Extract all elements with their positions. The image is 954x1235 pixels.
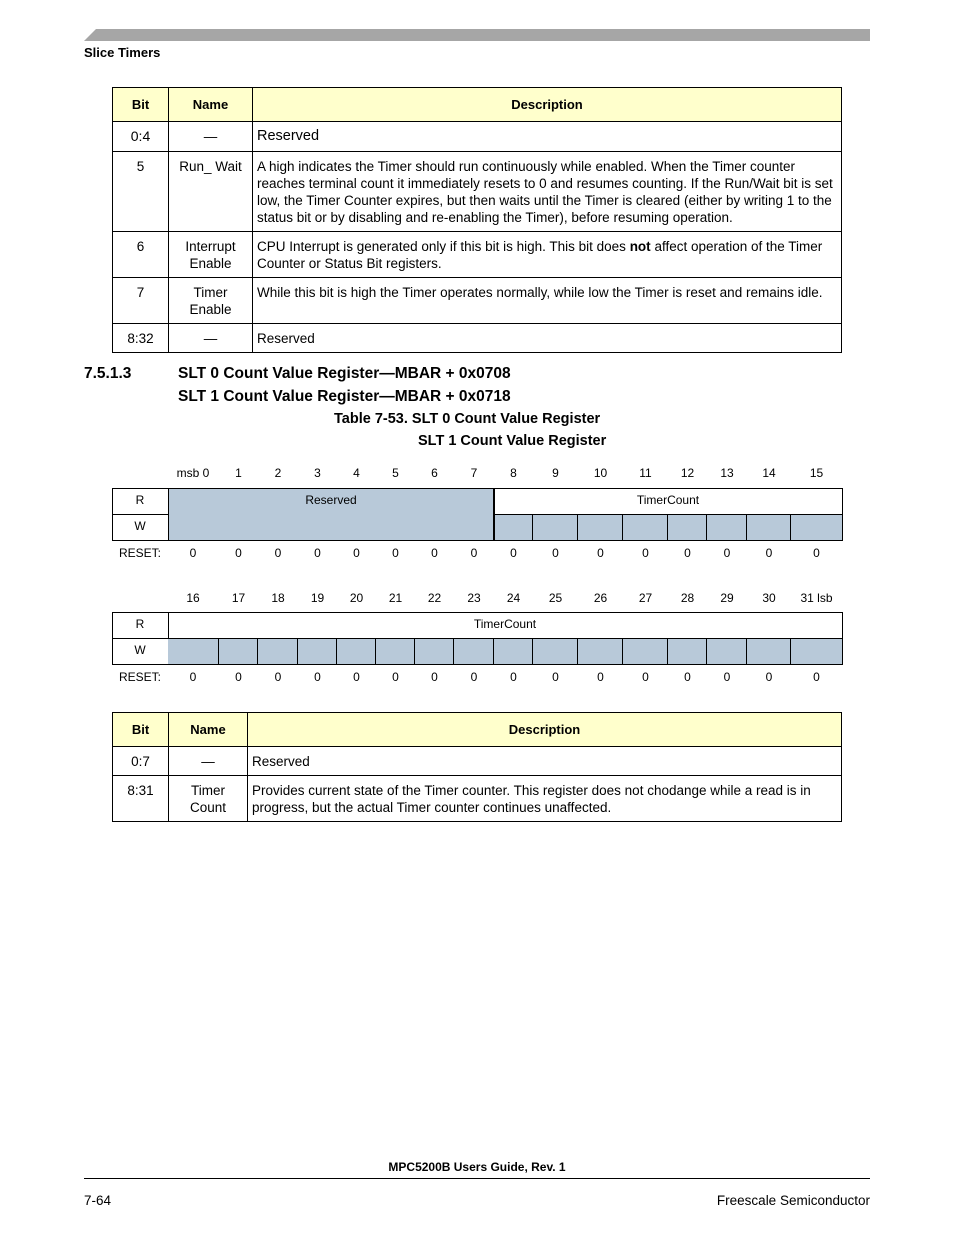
description-cell [253, 232, 842, 278]
reset-value: 0 [765, 546, 773, 560]
section-title-2: SLT 1 Count Value Register—MBAR + 0x0718 [178, 388, 511, 405]
col-name-header: Name [169, 713, 248, 747]
write-bit-cell [533, 638, 578, 664]
bit-number: 23 [467, 591, 481, 605]
description-cell: Reserved [248, 747, 842, 776]
table-row [113, 278, 842, 324]
bit-number: 22 [427, 591, 442, 605]
bit-cell: 8:31 [113, 776, 169, 822]
reset-label: RESET: [118, 546, 161, 560]
name-cell: Run_ Wait [169, 152, 253, 232]
row-label-r: R [135, 617, 145, 631]
bit-number: 3 [314, 466, 321, 480]
reset-value: 0 [392, 546, 399, 560]
bit-number: 19 [310, 591, 325, 605]
col-bit-header: Bit [113, 713, 169, 747]
bit-number: 1 [235, 466, 242, 480]
bit-number: 27 [638, 591, 653, 605]
bit-number: 9 [552, 466, 559, 480]
col-name-header: Name [169, 88, 253, 122]
bit-number: 2 [274, 466, 282, 480]
reset-value: 0 [684, 546, 691, 560]
table-row [113, 152, 842, 232]
bit-number: 13 [720, 466, 734, 480]
bit-cell: 6 [113, 232, 169, 278]
bit-number: msb 0 [176, 466, 210, 480]
company-name: Freescale Semiconductor [716, 1193, 870, 1208]
reset-value: 0 [552, 546, 559, 560]
write-bit-cell [791, 514, 842, 540]
write-bit-cell [219, 638, 258, 664]
bit-number: 26 [593, 591, 608, 605]
write-bit-cell [376, 638, 415, 664]
table-row [113, 232, 842, 278]
footer-title: MPC5200B Users Guide, Rev. 1 [388, 1160, 566, 1174]
reset-value: 0 [235, 670, 242, 684]
reset-value: 0 [765, 670, 773, 684]
timercount-field-label: TimerCount [636, 493, 700, 507]
register-diagram-lower [0, 591, 954, 691]
write-bit-cell [258, 638, 298, 664]
bit-number: 25 [548, 591, 563, 605]
table-caption-1: Table 7-53. SLT 0 Count Value Register [334, 411, 601, 427]
bit-number: 7 [470, 466, 478, 480]
reset-value: 0 [642, 670, 649, 684]
table-row [113, 776, 842, 822]
bit-number: 12 [680, 466, 695, 480]
write-bit-cell [791, 638, 842, 664]
section-title-1: SLT 0 Count Value Register—MBAR + 0x0708 [178, 365, 511, 382]
reset-value: 0 [314, 670, 321, 684]
bit-number: 20 [349, 591, 364, 605]
reset-value: 0 [552, 670, 559, 684]
reset-value: 0 [597, 670, 604, 684]
bit-number: 8 [510, 466, 517, 480]
table-row [113, 122, 842, 152]
table-row [113, 324, 842, 353]
name-cell: Timer Enable [169, 278, 253, 324]
bit-number: 6 [431, 466, 438, 480]
reset-value: 0 [189, 670, 197, 684]
bit-cell: 0:4 [113, 122, 169, 152]
reset-label: RESET: [118, 670, 161, 684]
row-label-r: R [135, 493, 145, 507]
name-cell: Interrupt Enable [169, 232, 253, 278]
reset-value: 0 [431, 546, 438, 560]
write-bit-cell [298, 638, 337, 664]
reset-value: 0 [274, 546, 282, 560]
write-bit-cell [623, 638, 668, 664]
reset-value: 0 [353, 546, 360, 560]
name-cell: — [169, 122, 253, 152]
bit-number: 21 [388, 591, 403, 605]
description-text: affect operation of the Timer Counter or Status Bit registers. [257, 239, 823, 271]
col-bit-header: Bit [113, 88, 169, 122]
reserved-field-label: Reserved [305, 493, 357, 507]
reset-value: 0 [813, 670, 820, 684]
name-cell: — [169, 324, 253, 353]
row-label-w: W [134, 519, 146, 533]
col-description-header: Description [248, 713, 842, 747]
emphasis-text: not [629, 239, 651, 254]
bit-number: 16 [186, 591, 200, 605]
write-bit-cell [668, 638, 707, 664]
reset-value: 0 [723, 546, 731, 560]
bit-cell: 8:32 [113, 324, 169, 353]
description-cell: Reserved [253, 122, 842, 152]
reset-value: 0 [314, 546, 321, 560]
reset-value: 0 [189, 546, 197, 560]
description-cell: Provides current state of the Timer counter. This register does not chodange while a read is in progress, but the actual Timer counter continues unaffected. [248, 776, 842, 822]
reset-value: 0 [274, 670, 282, 684]
write-bit-cell [578, 514, 623, 540]
col-description-header: Description [253, 88, 842, 122]
reset-value: 0 [510, 546, 517, 560]
write-bit-cell [707, 514, 747, 540]
write-bit-cell [707, 638, 747, 664]
bit-number: 17 [231, 591, 246, 605]
bit-description-table-1 [112, 87, 842, 353]
table-caption-2: SLT 1 Count Value Register [418, 433, 607, 449]
register-diagram-upper [0, 466, 954, 566]
write-bit-cell [454, 638, 494, 664]
bit-description-table-2 [112, 712, 842, 822]
reset-value: 0 [392, 670, 399, 684]
bit-number: 24 [506, 591, 521, 605]
write-bit-cell [747, 514, 791, 540]
bit-number: 15 [809, 466, 824, 480]
bit-number: 28 [680, 591, 695, 605]
reset-value: 0 [353, 670, 360, 684]
write-bit-cell [494, 638, 533, 664]
bit-number: 30 [762, 591, 776, 605]
running-header: Slice Timers [84, 45, 161, 60]
bit-number: 11 [639, 466, 652, 480]
description-cell: While this bit is high the Timer operates normally, while low the Timer is reset and remains idle. [253, 278, 842, 324]
name-cell: — [169, 747, 248, 776]
write-bit-cell [494, 514, 533, 540]
row-label-w: W [134, 643, 146, 657]
reset-value: 0 [684, 670, 691, 684]
footer-rule [84, 1178, 870, 1179]
reset-value: 0 [470, 670, 478, 684]
reset-value: 0 [235, 546, 242, 560]
bit-cell: 0:7 [113, 747, 169, 776]
reset-value: 0 [642, 546, 649, 560]
bit-number: 31 lsb [800, 591, 833, 605]
write-bit-cell [578, 638, 623, 664]
write-bit-cell [668, 514, 707, 540]
write-bit-cell [533, 514, 578, 540]
bit-number: 5 [392, 466, 399, 480]
bit-cell: 7 [113, 278, 169, 324]
reset-value: 0 [597, 546, 604, 560]
description-cell: Reserved [253, 324, 842, 353]
write-bit-cell [415, 638, 454, 664]
description-cell: A high indicates the Timer should run continuously while enabled. When the Timer counter reaches terminal count it immediately resets to 0 and resumes counting. If the Run/Wait bit is set low, the Timer Counter expires, but then waits until the Timer is cleared (either by writing 1 to the status bit or by disabling and re-enabling the Timer), before resuming operation. [253, 152, 842, 232]
write-bit-cell [747, 638, 791, 664]
reset-value: 0 [431, 670, 438, 684]
section-number: 7.5.1.3 [84, 365, 132, 382]
bit-number: 14 [762, 466, 776, 480]
reset-value: 0 [813, 546, 820, 560]
bit-number: 18 [271, 591, 285, 605]
reset-value: 0 [510, 670, 517, 684]
reset-value: 0 [723, 670, 731, 684]
timercount-field-label: TimerCount [473, 617, 537, 631]
header-bar [84, 29, 870, 41]
bit-number: 4 [353, 466, 360, 480]
bit-cell: 5 [113, 152, 169, 232]
write-bit-cell [337, 638, 376, 664]
reset-value: 0 [470, 546, 478, 560]
write-bit-cell [168, 638, 219, 664]
bit-number: 29 [720, 591, 734, 605]
page-number: 7-64 [84, 1193, 112, 1208]
w-divider [494, 488, 495, 541]
table-row [113, 747, 842, 776]
bit-number: 10 [593, 466, 608, 480]
write-bit-cell [623, 514, 668, 540]
name-cell: Timer Count [169, 776, 248, 822]
description-text: CPU Interrupt is generated only if this bit is high. This bit does [257, 239, 630, 254]
